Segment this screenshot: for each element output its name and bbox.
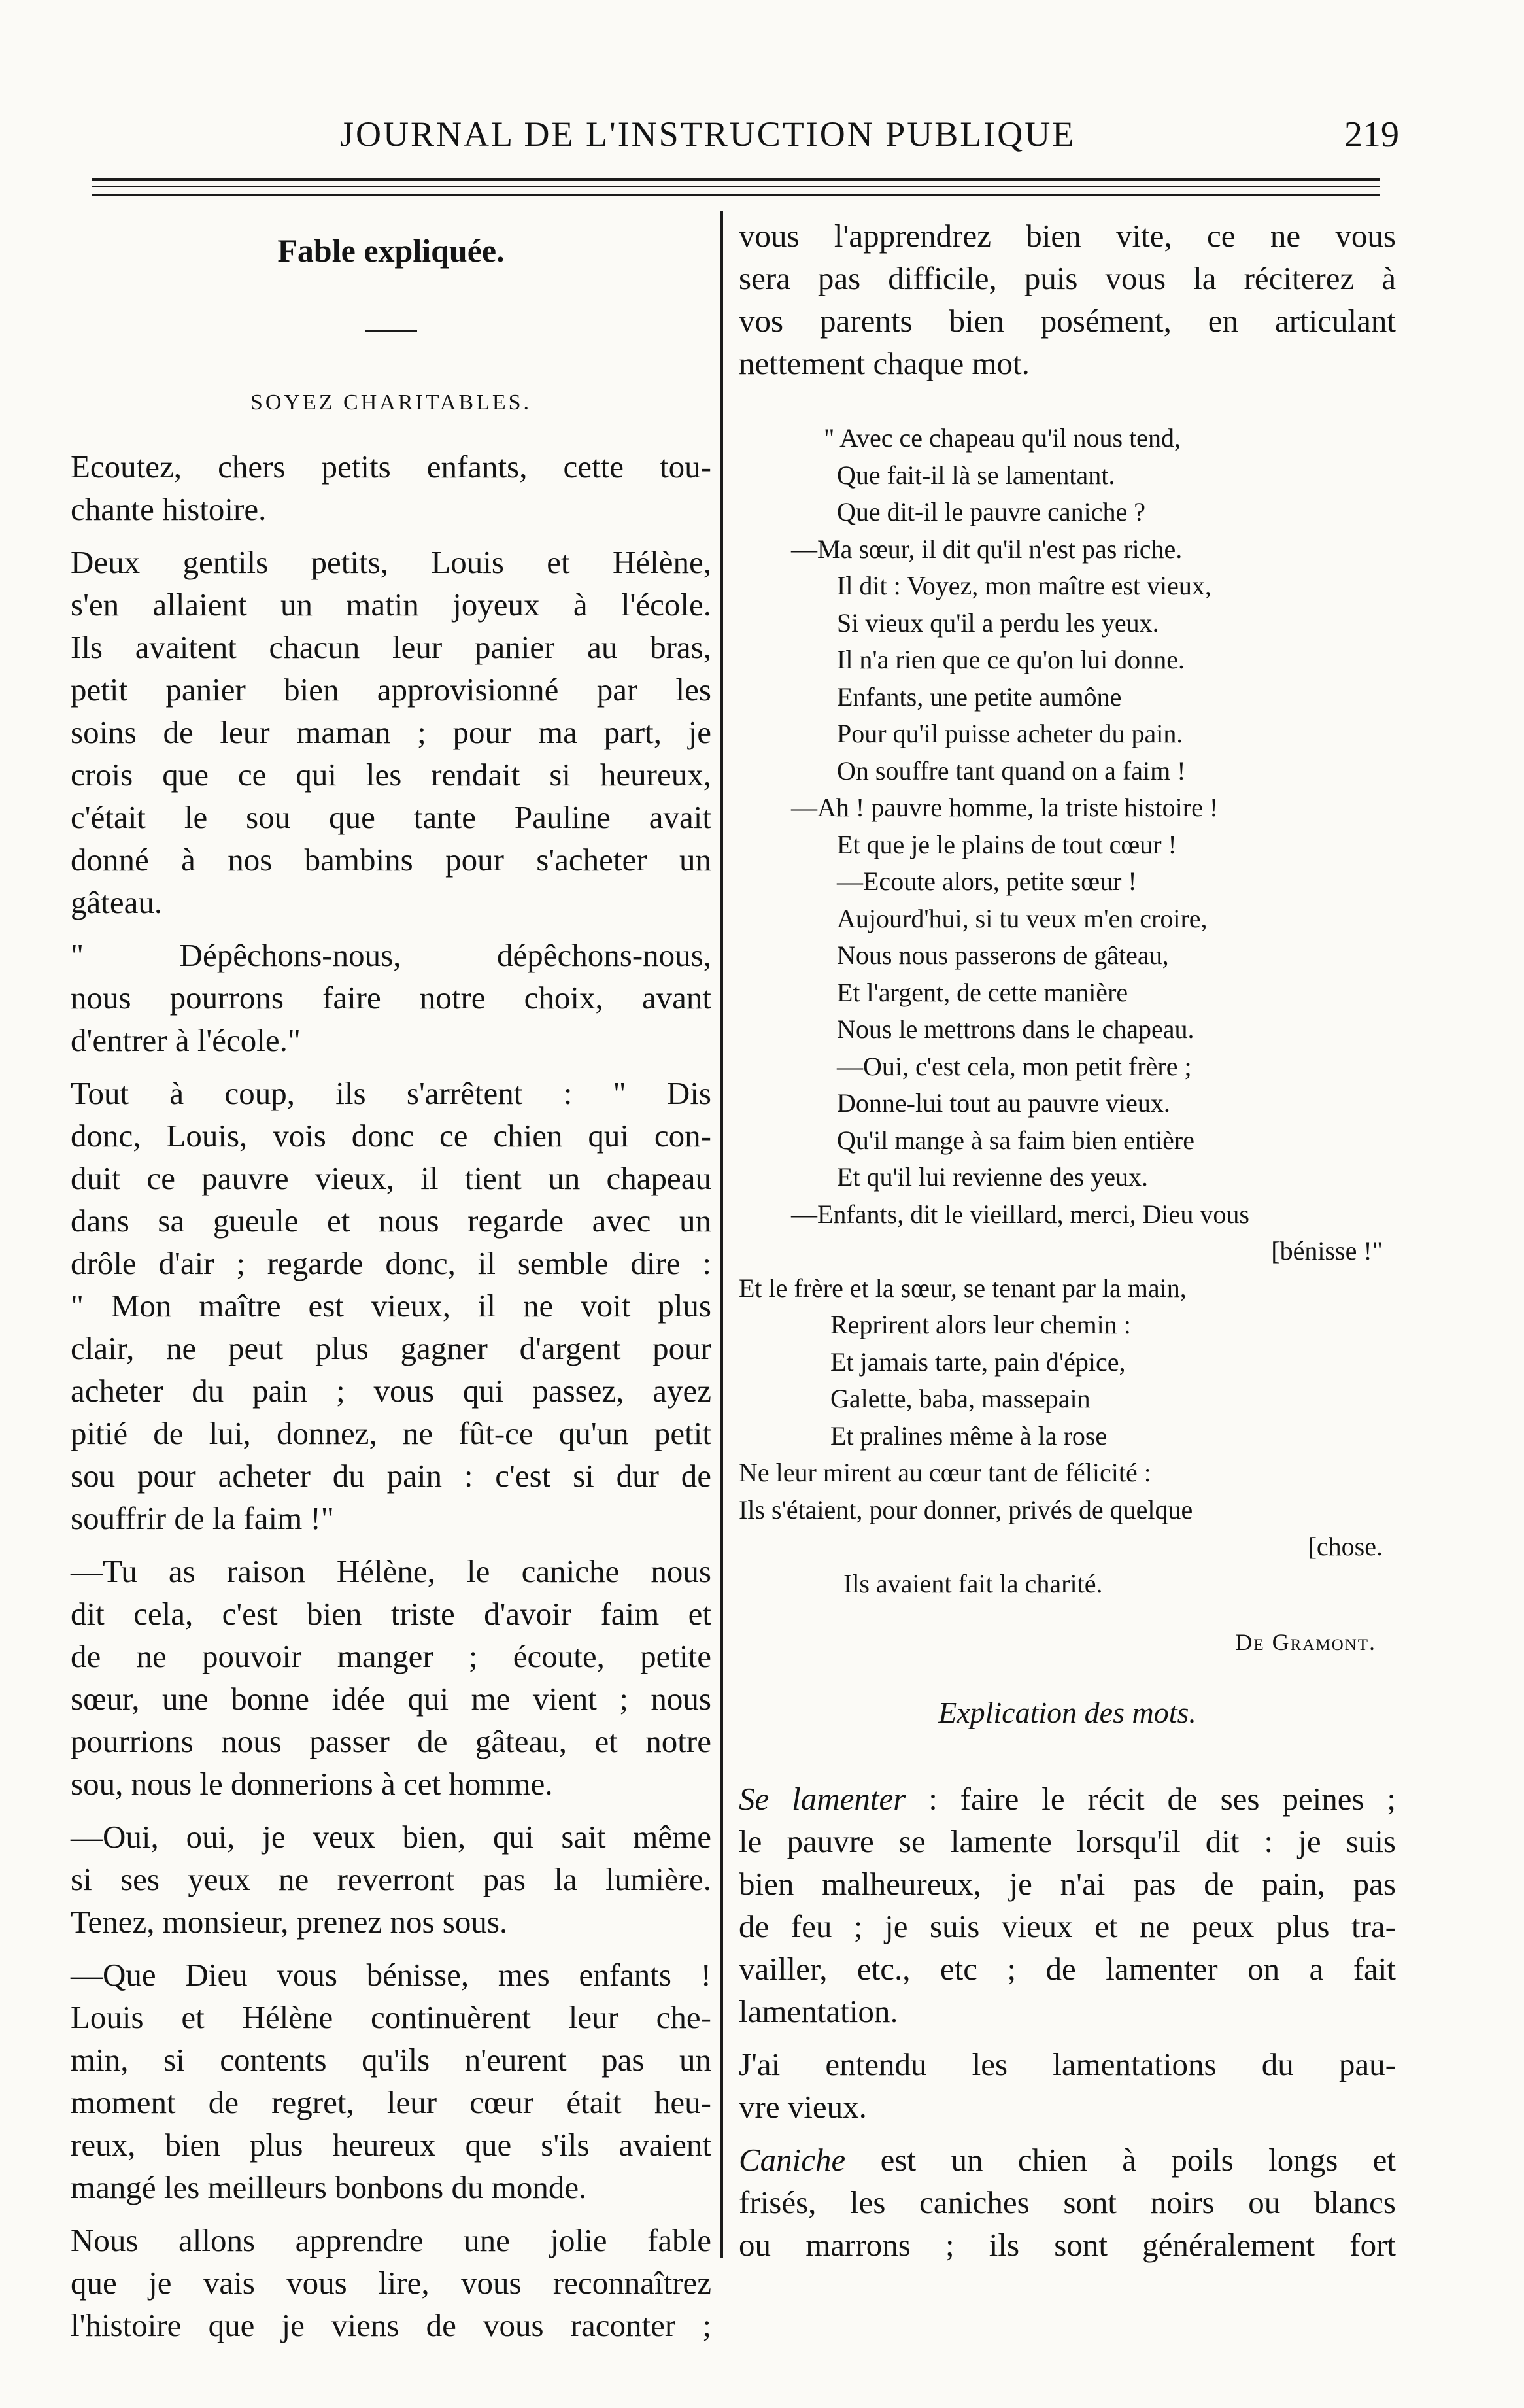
text-line: dit cela, c'est bien triste d'avoir faim et: [71, 1596, 711, 1632]
text-line: s'en allaient un matin joyeux à l'école.: [71, 587, 711, 623]
fable-poem: [739, 420, 1396, 1602]
text-line: Ils avaitent chacun leur panier au bras,: [71, 629, 711, 665]
text-line: Nous allons apprendre une jolie fable: [71, 2222, 711, 2258]
text-line: min, si contents qu'ils n'eurent pas un: [71, 2042, 711, 2078]
paragraph: [739, 2043, 1396, 2128]
poem-verse: —Oui, c'est cela, mon petit frère ;: [837, 1051, 1192, 1081]
right-column: [739, 211, 1396, 2266]
text-line: sera pas difficile, puis vous la réciterez à: [739, 260, 1396, 296]
poem-verse: On souffre tant quand on a faim !: [837, 755, 1186, 785]
text-line: pitié de lui, donnez, ne fût-ce qu'un petit: [71, 1415, 711, 1451]
text-line: reux, bien plus heureux que s'ils avaient: [71, 2127, 711, 2163]
text-line: clair, ne peut plus gagner d'argent pour: [71, 1330, 711, 1366]
author-signature: De Gramont.: [1235, 1629, 1376, 1655]
text-line: mangé les meilleurs bonbons du monde.: [71, 2169, 587, 2205]
text-line: moment de regret, leur cœur était heu-: [71, 2084, 711, 2120]
text-line: nous pourrons faire notre choix, avant: [71, 980, 711, 1016]
text-line: Deux gentils petits, Louis et Hélène,: [71, 544, 711, 580]
poem-verse: Et qu'il lui revienne des yeux.: [837, 1162, 1148, 1192]
poem-verse: Nous le mettrons dans le chapeau.: [837, 1014, 1194, 1044]
title-rule: [365, 330, 417, 332]
section-title: Fable expliquée.: [277, 232, 505, 269]
text-line: gâteau.: [71, 884, 163, 920]
poem-verse: Et jamais tarte, pain d'épice,: [830, 1347, 1126, 1377]
paragraph: [71, 445, 711, 530]
text-line: frisés, les caniches sont noirs ou blancs: [739, 2184, 1396, 2220]
text-line: pourrions nous passer de gâteau, et notre: [71, 1723, 711, 1759]
text-line: J'ai entendu les lamentations du pau-: [739, 2046, 1396, 2082]
paragraph: [71, 541, 711, 923]
poem-verse: Il n'a rien que ce qu'on lui donne.: [837, 645, 1185, 674]
poem-verse: Donne-lui tout au pauvre vieux.: [837, 1088, 1170, 1118]
story-text: [71, 445, 711, 2347]
paragraph: [739, 2139, 1396, 2266]
text-line: nettement chaque mot.: [739, 345, 1030, 381]
text-line: Louis et Hélène continuèrent leur che-: [71, 1999, 711, 2035]
poem-verse: Qu'il mange à sa faim bien entière: [837, 1125, 1194, 1155]
poem-verse: Et que je le plains de tout cœur !: [837, 829, 1177, 859]
text-line: " Dépêchons-nous, dépêchons-nous,: [71, 937, 711, 973]
text-line: Tenez, monsieur, prenez nos sous.: [71, 1904, 508, 1940]
text-line: donné à nos bambins pour s'acheter un: [71, 842, 711, 878]
text-line: ou marrons ; ils sont généralement fort: [739, 2227, 1396, 2263]
poem-verse: Nous nous passerons de gâteau,: [837, 940, 1169, 970]
text-line: crois que ce qui les rendait si heureux,: [71, 757, 711, 793]
poem-verse: [chose.: [1308, 1532, 1383, 1561]
text-line: lamentation.: [739, 1993, 898, 2029]
poem-verse: Enfants, une petite aumône: [837, 681, 1122, 712]
paragraph: [71, 1072, 711, 1539]
poem-verse: —Ma sœur, il dit qu'il n'est pas riche.: [791, 534, 1183, 564]
paragraph: [71, 1550, 711, 1805]
paragraph: [739, 215, 1396, 385]
poem-verse: Il dit : Voyez, mon maître est vieux,: [837, 571, 1211, 600]
text-line: le pauvre se lamente lorsqu'il dit : je suis: [739, 1823, 1396, 1859]
text-line: " Mon maître est vieux, il ne voit plus: [71, 1288, 711, 1324]
paragraph: [71, 934, 711, 1061]
text-line: vailler, etc., etc ; de lamenter on a fait: [739, 1951, 1396, 1987]
paragraph: [71, 1815, 711, 1943]
word-explanations: [739, 1778, 1396, 2266]
text-line: sou pour acheter du pain : c'est si dur de: [71, 1458, 711, 1494]
text-line: drôle d'air ; regarde donc, il semble dire :: [71, 1245, 711, 1281]
text-line: l'histoire que je viens de vous raconter ;: [71, 2307, 711, 2343]
paragraph: [71, 1953, 711, 2209]
poem-verse: Si vieux qu'il a perdu les yeux.: [837, 608, 1159, 638]
poem-verse: Ne leur mirent au cœur tant de félicité :: [739, 1458, 1151, 1487]
text-line: c'était le sou que tante Pauline avait: [71, 799, 711, 835]
text-line: bien malheureux, je n'ai pas de pain, pas: [739, 1866, 1396, 1902]
poem-verse: Et l'argent, de cette manière: [837, 977, 1128, 1007]
text-line: que je vais vous lire, vous reconnaîtrez: [71, 2265, 711, 2301]
page-number: 219: [1344, 114, 1399, 155]
poem-verse: Que fait-il là se lamentant.: [837, 460, 1115, 490]
poem-verse: Et le frère et la sœur, se tenant par la main,: [739, 1273, 1187, 1303]
poem-verse: Et pralines même à la rose: [830, 1420, 1108, 1451]
text-line: petit panier bien approvisionné par les: [71, 672, 711, 708]
page-header: [92, 98, 1399, 177]
text-line: vos parents bien posément, en articulant: [739, 303, 1396, 339]
text-line: acheter du pain ; vous qui passez, ayez: [71, 1373, 711, 1409]
text-line: soins de leur maman ; pour ma part, je: [71, 714, 711, 750]
text-line: dans sa gueule et nous regarde avec un: [71, 1203, 711, 1239]
text-line: Caniche est un chien à poils longs et: [739, 2142, 1397, 2178]
text-line: vre vieux.: [739, 2089, 867, 2125]
poem-verse: Galette, baba, massepain: [830, 1384, 1091, 1413]
poem-verse: —Ecoute alors, petite sœur !: [837, 867, 1137, 896]
text-line: sœur, une bonne idée qui me vient ; nous: [71, 1681, 711, 1717]
defined-term: Caniche: [739, 2142, 881, 2178]
text-line: Se lamenter : faire le récit de ses peines ;: [739, 1781, 1396, 1817]
text-line: donc, Louis, vois donc ce chien qui con-: [71, 1118, 711, 1154]
header-rule: [92, 194, 1380, 196]
journal-title: JOURNAL DE L'INSTRUCTION PUBLIQUE: [340, 114, 1076, 154]
text-line: si ses yeux ne reverront pas la lumière.: [71, 1861, 711, 1897]
header-rule: [92, 178, 1380, 181]
text-line: —Que Dieu vous bénisse, mes enfants !: [71, 1957, 711, 1993]
fable-subtitle: SOYEZ CHARITABLES.: [250, 390, 532, 415]
left-column: [71, 211, 711, 2347]
text-line: chante histoire.: [71, 491, 267, 527]
poem-verse: Ils avaient fait la charité.: [843, 1568, 1103, 1598]
text-line: Ecoutez, chers petits enfants, cette tou-: [71, 449, 711, 485]
poem-verse: —Ah ! pauvre homme, la triste histoire !: [791, 793, 1219, 822]
text-line: de ne pouvoir manger ; écoute, petite: [71, 1638, 711, 1674]
text-line: d'entrer à l'école.": [71, 1022, 301, 1058]
paragraph: [71, 2219, 711, 2347]
text-line: —Tu as raison Hélène, le caniche nous: [71, 1553, 711, 1589]
text-line: sou, nous le donnerions à cet homme.: [71, 1766, 553, 1802]
text-line: souffrir de la faim !": [71, 1500, 334, 1536]
text-line: —Oui, oui, je veux bien, qui sait même: [71, 1819, 711, 1855]
poem-verse: [bénisse !": [1271, 1236, 1383, 1265]
poem-verse: " Avec ce chapeau qu'il nous tend,: [824, 423, 1181, 453]
text-line: vous l'apprendrez bien vite, ce ne vous: [739, 218, 1396, 254]
paragraph: [739, 1778, 1396, 2033]
poem-verse: Ils s'étaient, pour donner, privés de quelque: [739, 1494, 1193, 1524]
text-line: duit ce pauvre vieux, il tient un chapeau: [71, 1160, 711, 1196]
text-line: Tout à coup, ils s'arrêtent : " Dis: [71, 1075, 711, 1111]
text-line: de feu ; je suis vieux et ne peux plus tra-: [739, 1908, 1396, 1944]
header-rule: [92, 186, 1380, 187]
column-divider: [720, 211, 723, 2258]
poem-verse: Aujourd'hui, si tu veux m'en croire,: [837, 903, 1208, 933]
poem-verse: —Enfants, dit le vieillard, merci, Dieu vous: [791, 1199, 1249, 1229]
story-text-continued: [739, 215, 1396, 385]
defined-term: Se lamenter: [739, 1781, 929, 1817]
poem-verse: Que dit-il le pauvre caniche ?: [837, 497, 1145, 526]
poem-verse: Pour qu'il puisse acheter du pain.: [837, 719, 1183, 748]
poem-verse: Reprirent alors leur chemin :: [830, 1310, 1131, 1339]
explanation-title: Explication des mots.: [938, 1696, 1196, 1729]
